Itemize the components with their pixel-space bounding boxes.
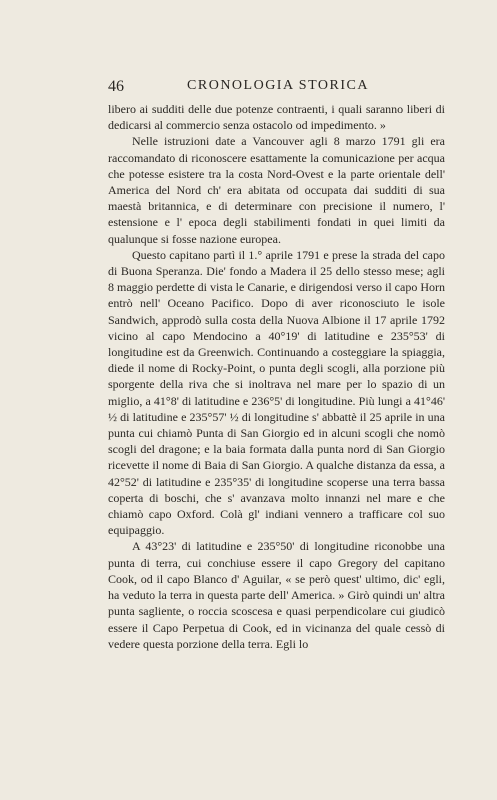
body-text — [108, 101, 445, 652]
running-title: CRONOLOGIA STORICA — [187, 78, 369, 93]
paragraph: libero ai sudditi delle due potenze contraenti, i quali saranno liberi di dedicarsi al commercio senza ostacolo od impedimento. » — [108, 102, 445, 133]
page-header — [108, 78, 448, 98]
paragraph: A 43°23' di latitudine e 235°50' di longitudine riconobbe una punta di terra, cui conchiuse essere il capo Gregory del capitano Cook, od il capo Blanco d' Aguilar, « se però quest' ultimo, dic' egli, ha veduto la terra in questa parte dell' America. » Girò quindi un' altra punta sagliente, o roccia scoscesa e quasi perpendicolare cui giudicò essere il Capo Perpetua di Cook, ed in vicinanza del quale cessò di vedere questa porzione della terra. Egli lo — [108, 539, 445, 651]
paragraph: Questo capitano partì il 1.° aprile 1791 e prese la strada del capo di Buona Speranza. Die' fondo a Madera il 25 dello stesso mese; agli 8 maggio perdette di vista le Canarie, e dirigendosi verso il capo Horn entrò nell' Oceano Pacifico. Dopo di aver riconosciuto le isole Sandwich, approdò sulla costa della Nuova Albione il 17 aprile 1792 vicino al capo Mendocino a 40°19' di latitudine e 235°53' di longitudine est da Greenwich. Continuando a costeggiare la spiaggia, diede il nome di Rocky-Point, o punta degli scogli, alla porzione più sporgente della riva che si inoltrava nel mare per lo spazio di un miglio, a 41°8' di latitudine e 236°5' di longitudine. Più lungi a 41°46' ½ di latitudine e 235°57' ½ di longitudine s' abbattè il 25 aprile in una punta cui chiamò Punta di San Giorgio ed in alcuni scogli che nomò scogli del dragone; e la baia formata dalla punta nord di San Giorgio ricevette il nome di Baia di San Giorgio. A qualche distanza da essa, a 42°52' di latitudine e 235°35' di longitudine scoperse una terra bassa coperta di boschi, che s' avanzava molto innanzi nel mare e che chiamò capo Oxford. Colà gl' indiani vennero a trafficare col suo equipaggio. — [108, 247, 445, 538]
paragraph: Nelle istruzioni date a Vancouver agli 8 marzo 1791 gli era raccomandato di riconoscere esattamente la comunicazione per acqua che potesse esistere tra la costa Nord-Ovest e la parte orientale dell' America del Nord ch' era abitata od occupata dai sudditi di sua maestà britannica, e di determinare con precisione il numero, l' estensione e l' epoca degli stabilimenti fondati in quei limiti da qualunque si fosse nazione europea. — [108, 134, 445, 246]
page-number: 46 — [108, 78, 124, 95]
